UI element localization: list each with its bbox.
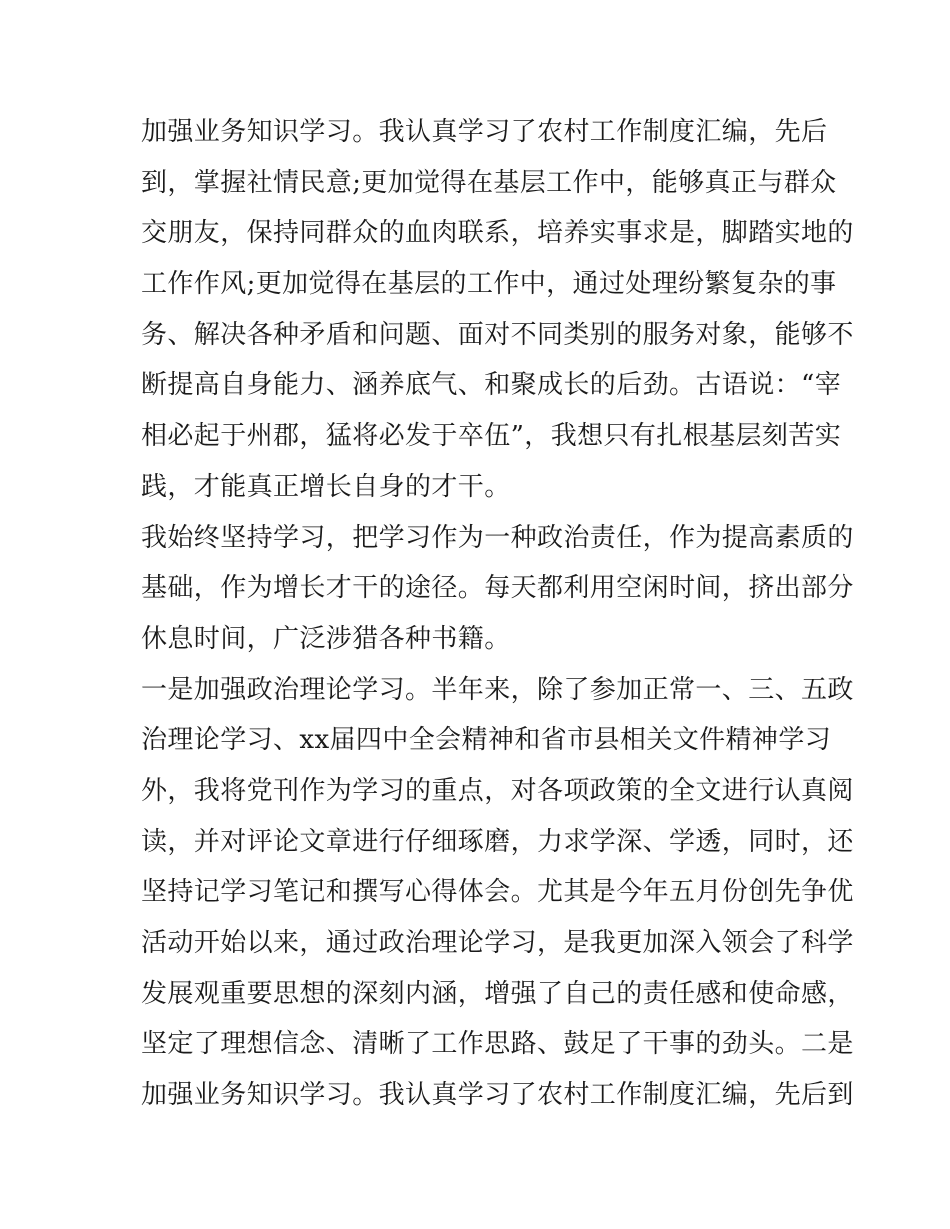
text-line: 践，才能真正增长自身的才干。	[141, 471, 511, 502]
text-line: 相必起于州郡，猛将必发于卒伍”，我想只有扎根基层刻苦实	[141, 421, 842, 452]
text-line: 一是加强政治理论学习。半年来，除了参加正常一、三、五政	[141, 674, 854, 705]
text-line: 到，掌握社情民意;更加觉得在基层工作中，能够真正与群众	[141, 167, 837, 198]
text-line: 基础，作为增长才干的途径。每天都利用空闲时间，挤出部分	[141, 573, 854, 604]
text-line: 工作作风;更加觉得在基层的工作中，通过处理纷繁复杂的事	[141, 269, 837, 300]
text-line: 治理论学习、xx届四中全会精神和省市县相关文件精神学习	[141, 725, 832, 756]
text-line: 交朋友，保持同群众的血肉联系，培养实事求是，脚踏实地的	[141, 218, 854, 249]
text-line: 坚定了理想信念、清晰了工作思路、鼓足了干事的劲头。二是	[141, 1029, 854, 1060]
text-line: 断提高自身能力、涵养底气、和聚成长的后劲。古语说：“宰	[141, 370, 842, 401]
body-text	[141, 107, 854, 1121]
text-line: 务、解决各种矛盾和问题、面对不同类别的服务对象，能够不	[141, 319, 854, 350]
text-line: 活动开始以来，通过政治理论学习，是我更加深入领会了科学	[141, 928, 854, 958]
text-line: 我始终坚持学习，把学习作为一种政治责任，作为提高素质的	[141, 522, 854, 553]
text-line: 读，并对评论文章进行仔细琢磨，力求学深、学透，同时，还	[141, 826, 854, 857]
text-line: 发展观重要思想的深刻内涵，增强了自己的责任感和使命感，	[141, 978, 854, 1009]
text-line: 坚持记学习笔记和撰写心得体会。尤其是今年五月份创先争优	[141, 877, 854, 908]
text-line: 加强业务知识学习。我认真学习了农村工作制度汇编，先后	[141, 117, 828, 147]
text-line: 加强业务知识学习。我认真学习了农村工作制度汇编，先后到	[141, 1080, 854, 1111]
text-line: 外，我将党刊作为学习的重点，对各项政策的全文进行认真阅	[141, 775, 854, 806]
text-line: 休息时间，广泛涉猎各种书籍。	[141, 623, 511, 654]
